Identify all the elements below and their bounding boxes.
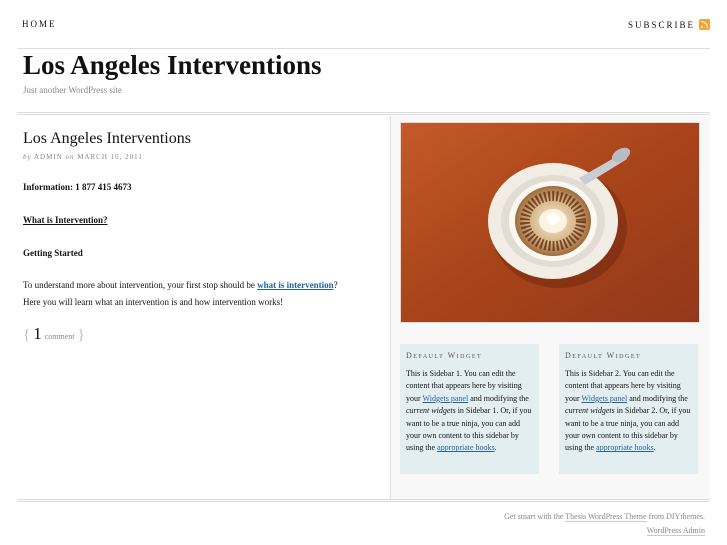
footer-credit [504, 512, 705, 521]
nav-subscribe-link[interactable] [628, 19, 710, 30]
sidebar-area [391, 116, 710, 499]
brace-open-icon: { [23, 327, 31, 343]
widgets-panel-link[interactable]: Widgets panel [422, 393, 469, 403]
widget-text: . [494, 443, 497, 453]
post-paragraph [23, 280, 338, 290]
widget-text: and modifying the [627, 393, 688, 403]
post-author[interactable]: ADMIN [33, 153, 63, 161]
widget-text: in Sidebar 1. Or, if you want to be a true ninja, you can add your own content to this sidebar by using the [406, 406, 532, 453]
widget-text: in Sidebar 2. Or, if you want to be a true ninja, you can add your own content to this sidebar by using the [565, 406, 691, 453]
brace-close-icon: } [77, 327, 85, 343]
widget-text: This is Sidebar 2. You can edit the content that appears here by visiting your [565, 369, 681, 403]
footer-admin [647, 526, 705, 535]
footer-text: from DIYthemes. [646, 512, 705, 521]
wordpress-admin-link[interactable]: WordPress Admin [646, 526, 705, 535]
widget-text: This is Sidebar 1. You can edit the content that appears here by visiting your [406, 369, 522, 403]
site-tagline: Just another WordPress site [23, 85, 122, 95]
comment-label: comment [44, 332, 75, 341]
rss-icon [699, 19, 710, 30]
comments-link[interactable] [23, 324, 85, 344]
thesis-theme-link[interactable]: Thesis WordPress Theme [565, 512, 647, 521]
widget-text: and modifying the [468, 393, 529, 403]
post-byline [23, 153, 143, 161]
widget-emphasis: current widgets [565, 406, 615, 416]
paragraph-link[interactable]: what is intervention [257, 280, 334, 290]
subscribe-label: SUBSCRIBE [627, 19, 695, 30]
widgets-panel-link[interactable]: Widgets panel [581, 393, 628, 403]
footer-text: Get smart with the [504, 512, 566, 521]
main-content [17, 116, 391, 499]
sidebar-2-widget [559, 344, 698, 474]
paragraph-text: To understand more about intervention, your first stop should be [23, 280, 258, 290]
what-is-intervention-link[interactable]: What is Intervention? [23, 215, 108, 225]
widget-body [565, 368, 692, 455]
paragraph-end: ? [333, 280, 338, 290]
paragraph-line-2: Here you will learn what an intervention is and how intervention works! [23, 297, 284, 307]
header-divider [17, 112, 710, 115]
nav-home-link[interactable]: HOME [22, 19, 57, 29]
widget-emphasis: current widgets [406, 406, 456, 416]
site-title[interactable]: Los Angeles Interventions [23, 50, 322, 80]
coffee-cup-image [400, 122, 700, 323]
byline-on: on [65, 153, 75, 161]
top-navigation [17, 0, 710, 49]
widget-title: Default Widget [565, 351, 642, 360]
appropriate-hooks-link[interactable]: appropriate hooks [596, 443, 654, 453]
sidebar-1-widget [400, 344, 539, 474]
footer-divider [17, 499, 710, 502]
post-title[interactable]: Los Angeles Interventions [23, 130, 191, 147]
comment-count: 1 [33, 324, 42, 343]
info-line: Information: 1 877 415 4673 [23, 182, 132, 192]
widget-text: . [653, 443, 656, 453]
widget-body [406, 368, 533, 455]
post-date: MARCH 10, 2011 [77, 153, 143, 161]
appropriate-hooks-link[interactable]: appropriate hooks [437, 443, 495, 453]
byline-by: by [23, 153, 32, 161]
widget-title: Default Widget [406, 351, 483, 360]
getting-started-heading: Getting Started [23, 248, 83, 258]
